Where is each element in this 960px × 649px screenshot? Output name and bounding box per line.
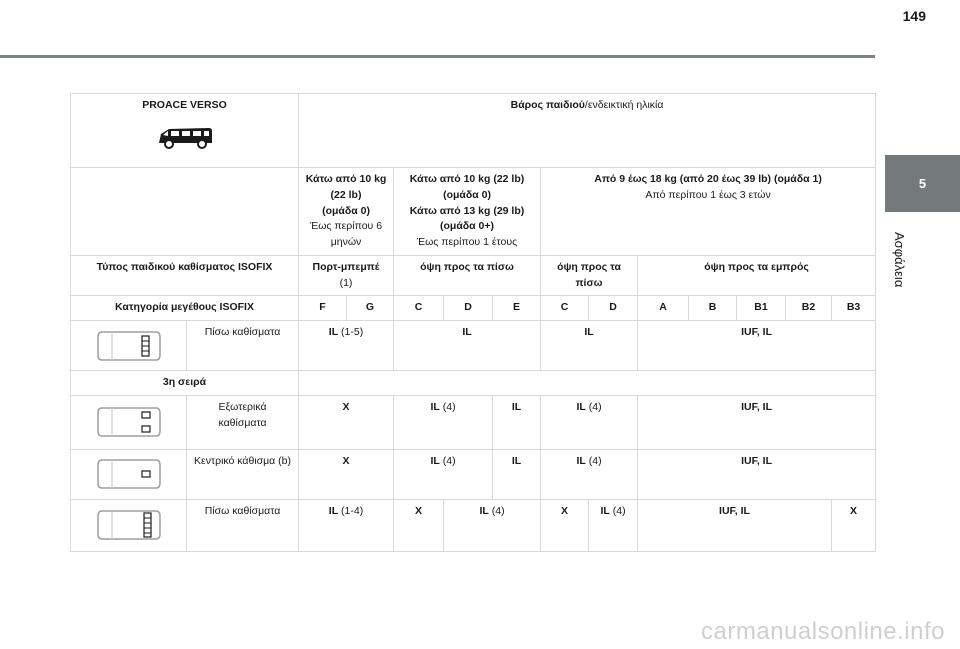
- isofix-table: [70, 93, 876, 552]
- table-row: [71, 499, 876, 551]
- table-cell: X: [541, 499, 589, 551]
- carrycot-label: Πορτ-μπεμπέ: [312, 260, 380, 273]
- size-class-cell: B1: [737, 296, 786, 321]
- size-class-cell: B: [689, 296, 737, 321]
- rear-facing-cell-2: [541, 255, 638, 296]
- watermark: carmanualsonline.info: [701, 618, 945, 645]
- seat-type-label: Τύπος παιδικού καθίσματος ISOFIX: [71, 255, 299, 296]
- cell-value: IL: [328, 326, 339, 338]
- row-label-line-1: Εξωτερικά: [218, 400, 267, 413]
- cell-note: (4): [439, 454, 456, 467]
- page-number: 149: [902, 8, 926, 24]
- section-empty-cell: [299, 371, 876, 396]
- table-row: [71, 395, 876, 449]
- group-0-line-3: (ομάδα 0): [322, 204, 370, 217]
- cell-value: IL: [479, 504, 489, 517]
- header-row: [71, 94, 876, 168]
- weight-header-cell: [299, 94, 876, 168]
- size-class-cell: C: [394, 296, 444, 321]
- group-1-line-2: Από περίπου 1 έως 3 ετών: [645, 188, 771, 201]
- cell-value: IL: [600, 504, 610, 517]
- table-cell: X: [299, 395, 394, 449]
- size-class-cell: D: [444, 296, 493, 321]
- table-cell: IUF, IL: [638, 499, 832, 551]
- size-class-cell: B2: [786, 296, 832, 321]
- size-class-row: [71, 296, 876, 321]
- size-class-cell: B3: [832, 296, 876, 321]
- seat-map-cell: [71, 321, 187, 371]
- group-1-line-1: Από 9 έως 18 kg (από 20 έως 39 lb) (ομάδα 1): [594, 173, 822, 185]
- group-0plus-line-4: (ομάδα 0+): [440, 220, 495, 233]
- table-cell: [394, 449, 493, 499]
- cell-note: (4): [585, 400, 602, 413]
- cell-value: IL: [328, 504, 339, 517]
- cell-value: IL: [576, 454, 586, 467]
- table-cell: X: [832, 499, 876, 551]
- cell-value: IL: [430, 400, 440, 413]
- table-cell: X: [394, 499, 444, 551]
- cell-value: IL: [430, 454, 440, 467]
- weight-header-bold: Βάρος παιδιού: [510, 99, 585, 111]
- seat-map-cell: [71, 449, 187, 499]
- rear-facing-2-line-1: όψη προς τα: [557, 260, 621, 273]
- size-class-cell: D: [589, 296, 638, 321]
- rear-facing-cell: όψη προς τα πίσω: [394, 255, 541, 296]
- seat-map-cell: [71, 499, 187, 551]
- weight-header-rest: /ενδεικτική ηλικία: [584, 99, 664, 111]
- table-cell: IUF, IL: [638, 321, 876, 371]
- size-class-cell: A: [638, 296, 689, 321]
- table-cell: IL: [541, 321, 638, 371]
- cell-note: (1-5): [338, 326, 364, 338]
- table-cell: [541, 395, 638, 449]
- forward-facing-cell: όψη προς τα εμπρός: [638, 255, 876, 296]
- van-icon: [155, 124, 215, 152]
- group-0-line-2: (22 lb): [330, 188, 362, 201]
- size-class-label: Κατηγορία μεγέθους ISOFIX: [71, 296, 299, 321]
- row-label: Κεντρικό κάθισμα (b): [187, 449, 299, 499]
- table-cell: [444, 499, 541, 551]
- rear-facing-2-line-2: πίσω: [575, 276, 603, 289]
- table-row: [71, 321, 876, 371]
- group-0-line-5: μηνών: [330, 236, 362, 248]
- table-cell: [299, 321, 394, 371]
- row-label: Πίσω καθίσματα: [187, 499, 299, 551]
- seat-map-rear-row-icon: [94, 328, 164, 364]
- cell-note: (4): [439, 400, 456, 413]
- groups-row: [71, 168, 876, 256]
- cell-note: (4): [585, 454, 602, 467]
- table-row: [71, 449, 876, 499]
- table-cell: IL: [493, 395, 541, 449]
- cell-note: (4): [609, 504, 626, 517]
- size-class-cell: E: [493, 296, 541, 321]
- table-cell: IUF, IL: [638, 395, 876, 449]
- groups-empty-cell: [71, 168, 299, 256]
- group-0-cell: [299, 168, 394, 256]
- group-1-cell: [541, 168, 876, 256]
- group-0plus-line-5: Έως περίπου 1 έτους: [416, 236, 518, 248]
- carrycot-cell: [299, 255, 394, 296]
- table-cell: IL: [493, 449, 541, 499]
- cell-value: IL: [576, 400, 586, 413]
- group-0-line-4: Έως περίπου 6: [309, 220, 383, 233]
- cell-note: (1-4): [338, 504, 364, 517]
- row-label: Πίσω καθίσματα: [187, 321, 299, 371]
- table-cell: IUF, IL: [638, 449, 876, 499]
- group-0-line-1: Κάτω από 10 kg: [305, 173, 387, 185]
- table-cell: [589, 499, 638, 551]
- section-row: [71, 371, 876, 396]
- vehicle-cell: [71, 94, 299, 168]
- seat-map-centre-seat-icon: [94, 456, 164, 492]
- third-row-label: 3η σειρά: [71, 371, 299, 396]
- group-0plus-line-3: Κάτω από 13 kg (29 lb): [409, 204, 525, 217]
- row-label: [187, 395, 299, 449]
- seat-map-rear-bench-icon: [94, 507, 164, 543]
- size-class-cell: G: [347, 296, 394, 321]
- seat-map-cell: [71, 395, 187, 449]
- size-class-cell: C: [541, 296, 589, 321]
- table-cell: X: [299, 449, 394, 499]
- cell-note: (4): [488, 504, 505, 517]
- row-label-line-2: καθίσματα: [218, 416, 267, 429]
- group-0plus-line-1: Κάτω από 10 kg (22 lb): [409, 173, 525, 185]
- table-cell: [299, 499, 394, 551]
- table-cell: IL: [394, 321, 541, 371]
- header-rule: [0, 55, 875, 58]
- seat-type-row: [71, 255, 876, 296]
- group-0plus-cell: [394, 168, 541, 256]
- group-0plus-line-2: (ομάδα 0): [443, 188, 491, 201]
- size-class-cell: F: [299, 296, 347, 321]
- table-cell: [541, 449, 638, 499]
- vehicle-name: PROACE VERSO: [142, 99, 227, 111]
- carrycot-note: (1): [339, 276, 353, 289]
- seat-map-outer-seats-icon: [94, 404, 164, 440]
- chapter-tab[interactable]: 5: [885, 155, 960, 212]
- chapter-title: Ασφάλεια: [892, 232, 907, 288]
- table-cell: [394, 395, 493, 449]
